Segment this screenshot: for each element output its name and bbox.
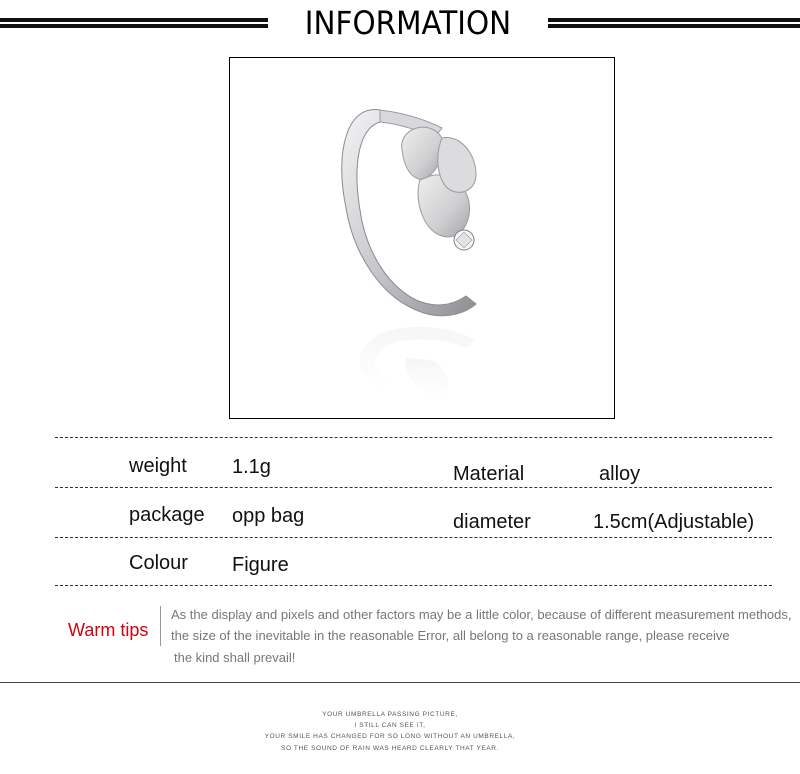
ring-image bbox=[230, 58, 614, 418]
warm-tip-line: As the display and pixels and other factors may be a little color, because of different measurement methods, bbox=[171, 607, 792, 622]
colour-label: Colour bbox=[129, 552, 188, 574]
product-photo bbox=[229, 57, 615, 419]
material-label: Material bbox=[453, 463, 525, 485]
page-title: INFORMATION bbox=[304, 4, 512, 42]
spec-divider bbox=[55, 537, 772, 538]
warm-tip-line: the size of the inevitable in the reasonable Error, all belong to a reasonable range, please receive bbox=[171, 628, 730, 643]
footer-line: SO THE SOUND OF RAIN WAS HEARD CLEARLY THAT YEAR. bbox=[281, 745, 499, 752]
spec-divider bbox=[55, 437, 772, 438]
spec-divider bbox=[55, 585, 772, 586]
diameter-label: diameter bbox=[453, 511, 531, 533]
footer-divider bbox=[0, 682, 800, 683]
header-divider-right bbox=[548, 18, 800, 28]
footer-line: I STILL CAN SEE IT, bbox=[354, 722, 426, 729]
header-divider-left bbox=[0, 18, 268, 28]
material-value: alloy bbox=[599, 463, 641, 485]
warm-tips-separator bbox=[160, 606, 161, 646]
colour-value: Figure bbox=[232, 554, 289, 576]
weight-value: 1.1g bbox=[232, 456, 271, 478]
package-label: package bbox=[129, 504, 205, 526]
weight-label: weight bbox=[129, 455, 187, 477]
warm-tip-line: the kind shall prevail! bbox=[174, 650, 296, 665]
package-value: opp bag bbox=[232, 505, 305, 527]
footer-line: YOUR SMILE HAS CHANGED FOR SO LONG WITHOUT AN UMBRELLA, bbox=[264, 733, 516, 740]
spec-divider bbox=[55, 487, 772, 488]
diameter-value: 1.5cm(Adjustable) bbox=[593, 511, 755, 533]
warm-tips-label: Warm tips bbox=[68, 620, 149, 640]
footer-line: YOUR UMBRELLA PASSING PICTURE, bbox=[322, 711, 458, 718]
